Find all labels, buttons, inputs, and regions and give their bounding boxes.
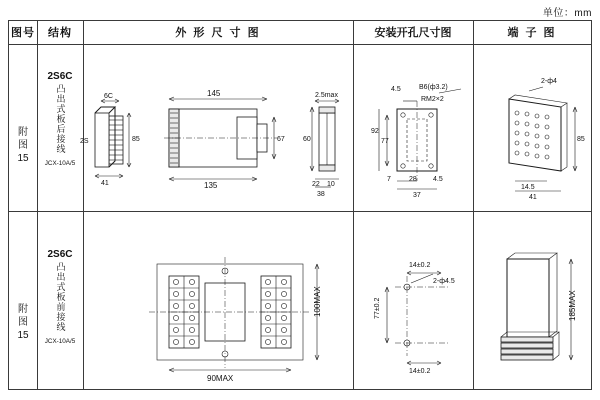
- unit-note: 单位：mm: [542, 8, 592, 19]
- row-1-struct-code: 2S6C: [47, 71, 73, 82]
- row-2-index-bot: 15: [17, 330, 29, 341]
- dim-37: 37: [413, 192, 421, 199]
- row-2-index-mid: 图: [18, 317, 28, 328]
- row-2-struct-code: 2S6C: [47, 249, 73, 260]
- dim-2s: 2S: [80, 138, 89, 145]
- dim-67: 67: [277, 136, 285, 143]
- row-1-index-mid: 图: [18, 140, 28, 151]
- dim-41-terminal: 41: [529, 194, 537, 201]
- dim-rm2: RM2×2: [421, 96, 444, 103]
- dim-60: 60: [303, 136, 311, 143]
- dim-41: 41: [101, 180, 109, 187]
- row-2-struct-desc: 凸出式板前接线: [55, 262, 66, 332]
- row-1-index-bot: 15: [17, 153, 29, 164]
- dim-92: 92: [371, 128, 379, 135]
- dim-14-02-top: 14±0.2: [409, 262, 431, 269]
- dim-90max: 90MAX: [207, 374, 234, 383]
- header-col-structure: 结构: [48, 27, 72, 39]
- row-2-index-top: 附: [18, 304, 28, 315]
- dim-28: 28: [409, 176, 417, 183]
- dim-7: 7: [387, 176, 391, 183]
- row-2-model: JCX-10A/5: [44, 338, 76, 345]
- row-1-model: JCX-10A/5: [44, 160, 76, 167]
- header-col-mounting: 安装开孔尺寸图: [374, 27, 452, 39]
- header-col-drawing-no: 图号: [11, 27, 35, 39]
- row-1-struct-desc: 凸出式板后接线: [55, 84, 66, 154]
- dim-185max: 185MAX: [568, 290, 577, 321]
- dim-22: 22: [312, 181, 320, 188]
- dim-14-02-bot: 14±0.2: [409, 368, 431, 375]
- dim-45-top: 4.5: [391, 86, 401, 93]
- dim-135: 135: [204, 181, 218, 190]
- dim-85-terminal: 85: [577, 136, 585, 143]
- dim-45-bot: 4.5: [433, 176, 443, 183]
- dim-100max: 100MAX: [313, 286, 322, 317]
- dim-77: 77: [381, 138, 389, 145]
- dim-145: 145: [207, 89, 221, 98]
- dim-b6: B6(ф3.2): [419, 84, 448, 91]
- dim-85: 85: [132, 136, 140, 143]
- dim-2-f45: 2-ф4.5: [433, 278, 455, 285]
- dim-2-f4: 2-ф4: [541, 78, 557, 85]
- dim-145-terminal: 14.5: [521, 184, 535, 191]
- dim-38: 38: [317, 191, 325, 198]
- dimension-table: [8, 20, 592, 390]
- dim-25max: 2.5max: [315, 92, 338, 99]
- header-col-terminal: 端 子 图: [507, 27, 557, 39]
- header-col-outline: 外 形 尺 寸 图: [175, 27, 261, 39]
- row-1-index-top: 附: [18, 127, 28, 138]
- dim-77-02: 77±0.2: [374, 297, 381, 319]
- row-2-outline-drawing: [9, 21, 593, 391]
- dim-6c: 6C: [104, 93, 113, 100]
- dim-10: 10: [327, 181, 335, 188]
